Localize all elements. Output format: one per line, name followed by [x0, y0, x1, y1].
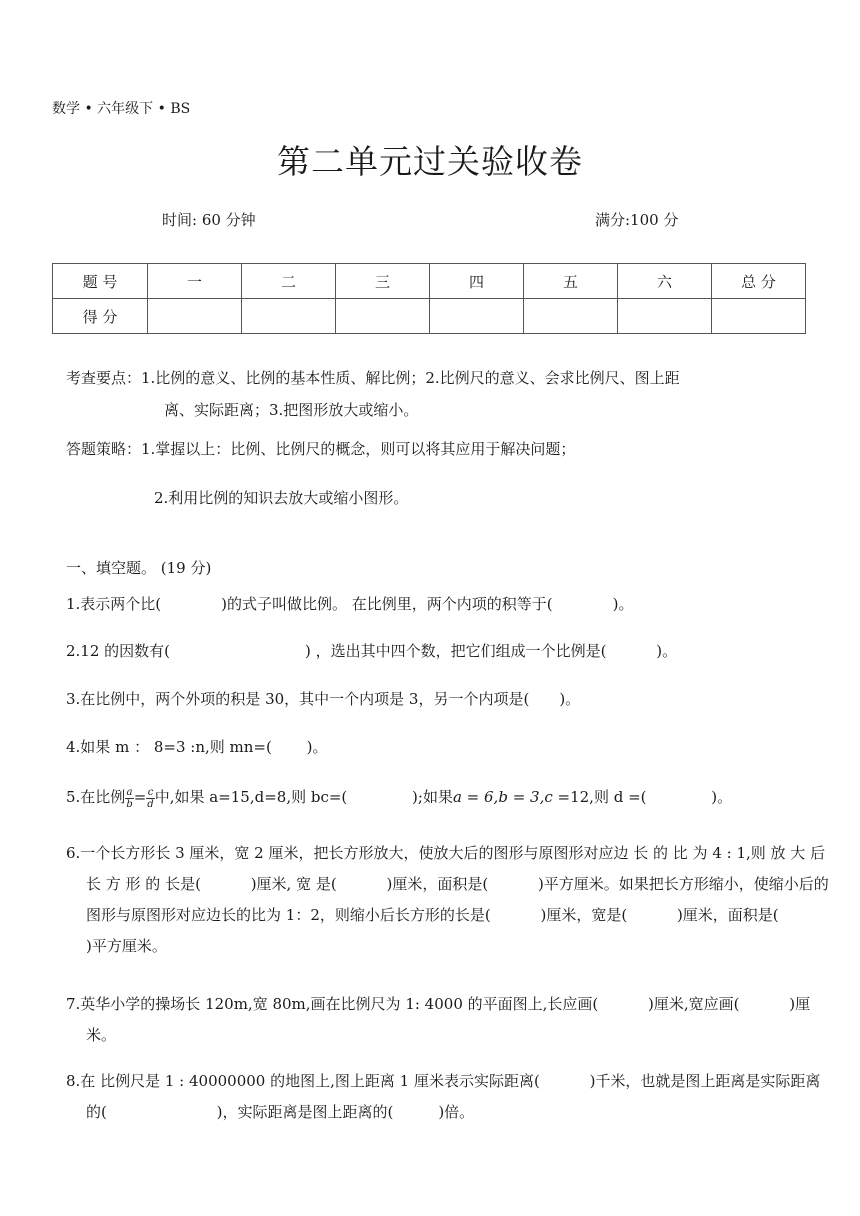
full-score: 满分:100 分 — [595, 211, 679, 229]
table-header-cell: 四 — [430, 264, 524, 299]
question-4: 4.如果 m ： 8=3 :n,则 mn=( )。 — [66, 738, 328, 756]
fraction-numerator: c — [147, 786, 154, 798]
table-header-cell: 三 — [336, 264, 430, 299]
question-5 — [66, 782, 810, 813]
fraction-denominator: d — [147, 798, 154, 810]
score-cell[interactable] — [618, 299, 712, 334]
question-7: 7.英华小学的操场长 120m,宽 80m,画在比例尺为 1: 4000 的平面图上,长应画( )厘米,宽应画( )厘米。 — [66, 995, 811, 1044]
question-5-text-b: 中,如果 a=15,d=8,则 bc=( );如果 — [154, 788, 453, 806]
page-title: 第二单元过关验收卷 — [277, 142, 583, 181]
table-header-cell: 题 号 — [53, 264, 148, 299]
table-header-cell: 一 — [148, 264, 242, 299]
question-8: 8.在 比例尺是 1 : 40000000 的地图上,图上距离 1 厘米表示实际距离( )千米，也就是图上距离是实际距离的( )，实际距离是图上距离的( )倍。 — [66, 1072, 821, 1121]
table-header-cell: 五 — [524, 264, 618, 299]
question-1: 1.表示两个比( )的式子叫做比例。 在比例里，两个内项的积等于( )。 — [66, 595, 634, 613]
table-row — [53, 264, 806, 299]
table-row — [53, 299, 806, 334]
question-2: 2.12 的因数有( ) ，选出其中四个数，把它们组成一个比例是( )。 — [66, 642, 678, 660]
fraction-c-over-d — [146, 787, 154, 810]
subject-grade-tag: 数学 • 六年级下 • BS — [52, 101, 191, 117]
fraction-numerator: a — [126, 786, 133, 798]
score-cell[interactable] — [712, 299, 806, 334]
question-3: 3.在比例中，两个外项的积是 30，其中一个内项是 3，另一个内项是( )。 — [66, 690, 581, 708]
score-cell[interactable] — [148, 299, 242, 334]
fraction-a-over-b — [125, 787, 133, 810]
table-header-cell: 二 — [242, 264, 336, 299]
time-limit: 时间: 60 分钟 — [162, 211, 256, 229]
score-cell[interactable] — [524, 299, 618, 334]
fraction-denominator: b — [126, 798, 133, 810]
score-row-label: 得 分 — [53, 299, 148, 334]
score-cell[interactable] — [242, 299, 336, 334]
score-cell[interactable] — [430, 299, 524, 334]
question-6: 6.一个长方形长 3 厘米，宽 2 厘米，把长方形放大，使放大后的图形与原图形对应边 长 的 比 为 4 : 1,则 放 大 后 长 方 形 的 长是( )厘米, 宽 是( )厘米，面积是( )平方厘米。如果把长方形缩小，使缩小后的图形与原图形对应边长的比为 1：2，则缩小后长方形的长是( )厘米，宽是( )厘米，面积是( )平方厘米。 — [66, 844, 829, 955]
table-header-cell: 六 — [618, 264, 712, 299]
table-header-cell: 总 分 — [712, 264, 806, 299]
score-cell[interactable] — [336, 299, 430, 334]
strategy-line: 答题策略：1.掌握以上：比例、比例尺的概念，则可以将其应用于解决问题； — [66, 440, 576, 458]
score-table — [52, 263, 806, 334]
key-points-line: 考查要点：1.比例的意义、比例的基本性质、解比例；2.比例尺的意义、会求比例尺、图上距 — [66, 369, 680, 387]
equals-sign: = — [133, 788, 147, 806]
question-5-text-a: 5.在比例 — [66, 788, 126, 806]
question-5-math: a = 6,b = 3,c = — [452, 788, 571, 806]
key-points-continuation: 离、实际距离；3.把图形放大或缩小。 — [164, 401, 419, 419]
strategy-line-2: 2.利用比例的知识去放大或缩小图形。 — [154, 489, 409, 507]
question-5-text-c: 12,则 d =( )。 — [570, 788, 733, 806]
section-heading: 一、填空题。 (19 分) — [66, 559, 212, 577]
